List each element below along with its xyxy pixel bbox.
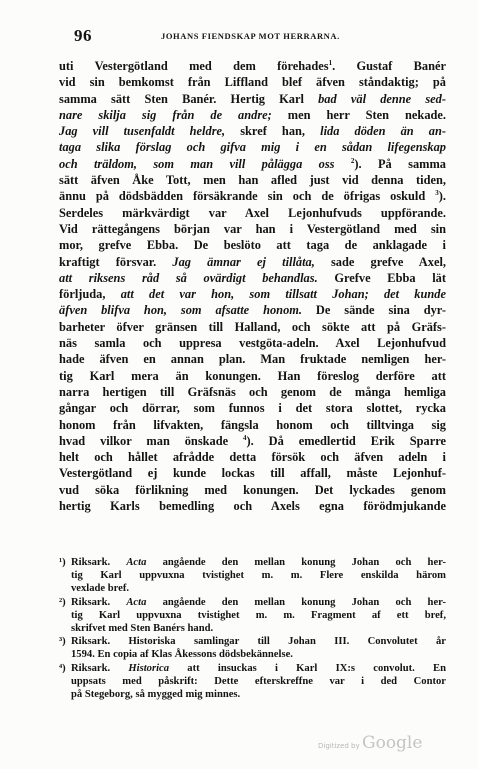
page-header — [56, 26, 456, 44]
text-line: samma sätt Sten Banér. Hertig Karl bad väl denne sed- — [59, 91, 446, 106]
footnote-2: ²) Riksark. Acta angående den mellan konung Johan och her- tig Karl uppvuxna tvistighet m. m. Fragment af ett bref, skrifvet med Sten Banérs hand. — [59, 596, 446, 635]
text-line: och träldom, som man vill pålägga oss $^2$). På samma — [59, 156, 446, 171]
footnote-marker: ²) — [59, 596, 66, 608]
text-line: gångar och dörrar, som funnos i det stora slottet, rycka — [59, 401, 446, 416]
footnote-ref: 3 — [435, 189, 439, 198]
text-line: Vestergötland ej kunde lockas till affall, måste Lejonhuf- — [59, 466, 446, 481]
footnote-marker: ³) — [59, 636, 66, 648]
text-line: nare skilja sig från de andre; men herr Sten nekade. — [59, 107, 447, 122]
text-line: ännu på dödsbädden försäkrande sin och de öfrigas oskuld $^3$). — [59, 189, 446, 204]
text-line: vid sin bemkomst från Liffland blef äfven ståndaktig; på — [59, 75, 446, 90]
text-line: helt och hållet afrådde detta försök och äfven adeln i — [59, 450, 446, 465]
footnotes — [59, 556, 446, 701]
footnote-ref: 1 — [328, 59, 333, 67]
text-line: hade äfven en annan plan. Man fruktade nemligen her- — [59, 352, 446, 367]
text-line: äfven blifva hon, som afsatte honom. De sände sina dyr- — [59, 303, 446, 318]
text-line: att riksens råd så ovärdigt behandlas. Grefve Ebba lät — [59, 270, 446, 285]
text-line: sätt äfven Åke Tott, men han afled just vid denna tiden, — [59, 173, 446, 188]
footnote-ref: 2 — [350, 156, 355, 165]
watermark-prefix: Digitized by — [318, 742, 360, 750]
text-line: näs samla och uppresa vestgöta-adeln. Axel Lejonhufvud — [59, 336, 446, 351]
text-line: kraftigt försvar. Jag ämnar ej tillåta, sade grefve Axel, — [59, 254, 446, 269]
running-head: JOHANS FIENDSKAP MOT HERRARNA. — [161, 31, 340, 41]
body-text — [59, 58, 446, 514]
text-line: uti Vestergötland med dem förehades$^1$. Gustaf Banér — [59, 59, 446, 73]
text-line: mor, grefve Ebba. De beslöto att taga de anklagade i — [59, 238, 446, 253]
text-line: barheter öfver gränsen till Halland, och sökte att på Gräfs- — [59, 319, 446, 334]
text-line: förljuda, att det var hon, som tillsatt Johan; det kunde — [59, 287, 446, 302]
footnote-marker: ⁴) — [59, 662, 66, 674]
text-line: Jag vill tusenfaldt heldre, skref han, lida döden än an- — [59, 124, 446, 139]
google-logo: Google — [362, 733, 423, 753]
page-number: 96 — [74, 26, 92, 45]
text-line: vud söka förlikning med konungen. Det lyckades genom — [59, 482, 446, 497]
digitization-watermark — [318, 733, 458, 756]
footnote-ref: 4 — [243, 433, 247, 442]
footnote-3: ³) Riksark. Historiska samlingar till Johan III. Convolutet år 1594. En copia af Klas Åkessons dödsbekännelse. — [59, 636, 446, 661]
text-line: tig Karl mera än konungen. Han föreslog derföre att — [59, 368, 446, 383]
text-line: narra hertigen till Gräfsnäs och genom de många hemliga — [59, 384, 446, 399]
footnote-marker: ¹) — [59, 557, 66, 568]
text-line: Vid rättegångens början var han i Vestergötland med sin — [59, 221, 446, 236]
text-line: hvad vilkor man önskade $^4$). Då emedlertid Erik Sparre — [59, 433, 446, 448]
text-line: honom från lifvakten, fängsla honom och tilltvinga sig — [59, 417, 446, 432]
text-line: taga slika förslag och gifva mig i en sådan lifegenskap — [59, 140, 446, 155]
text-line: Serdeles märkvärdigt var Axel Lejonhufvuds uppförande. — [59, 205, 446, 220]
footnote-1: ¹) Riksark. Acta angående den mellan konung Johan och her- tig Karl uppvuxna tvistighet m. m. Flere enskilda härom vexlade bref. — [59, 557, 446, 595]
footnote-4: ⁴) Riksark. Historica att insuckas i Karl IX:s convolut. En uppsats med påskrift: Dette efterskreffne var i ded Contor på Stegeborg, så mygged mig minnes. — [59, 662, 446, 701]
text-line: hertig Karls bemedling och Axels egna förödmjukande — [59, 499, 446, 514]
